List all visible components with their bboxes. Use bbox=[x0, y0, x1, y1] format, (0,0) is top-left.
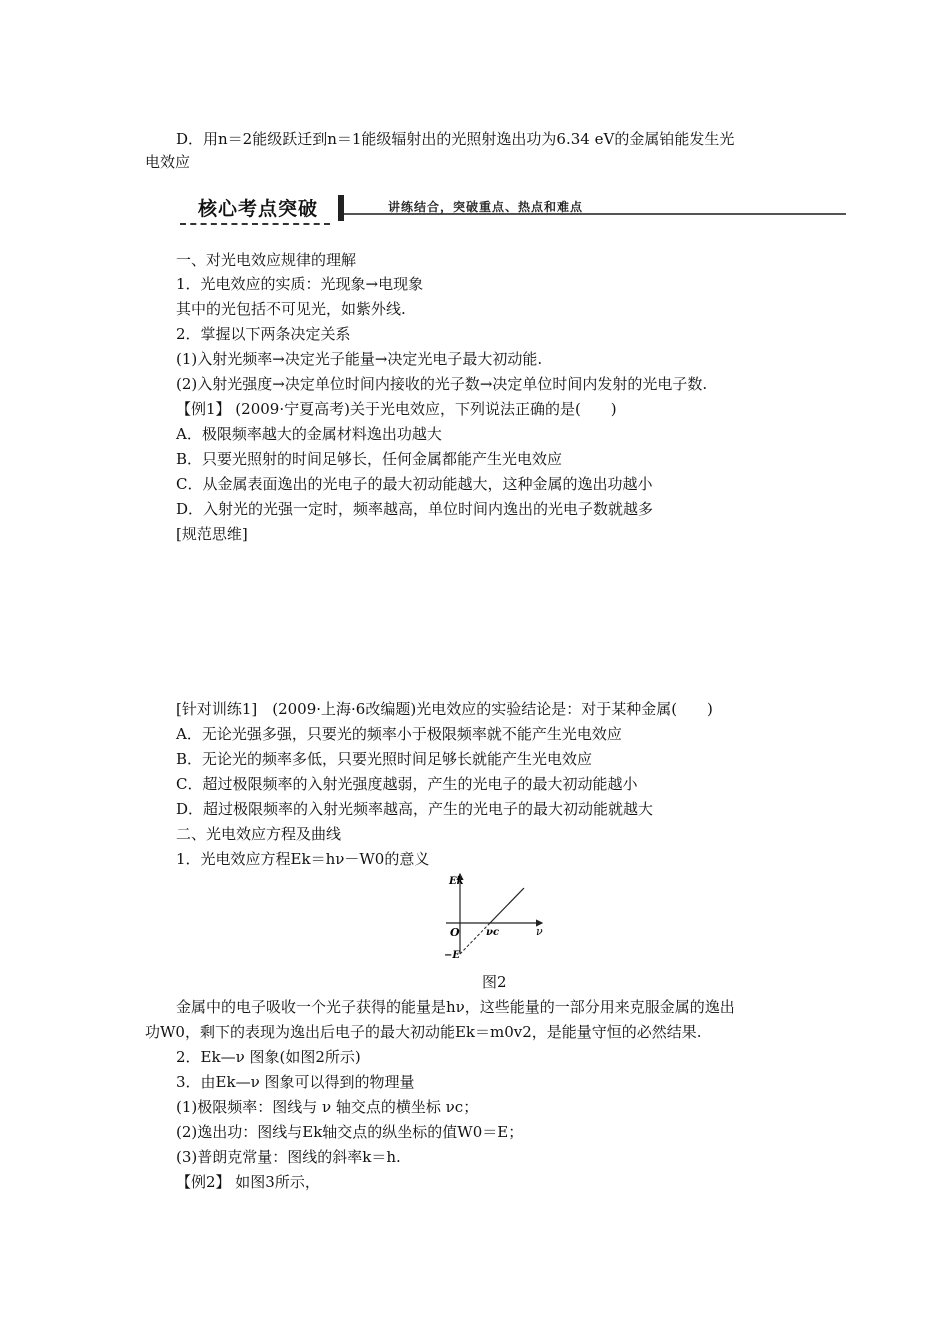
text-line: 功W0，剩下的表现为逸出后电子的最大初动能Ek＝m0v2，是能量守恒的必然结果. bbox=[145, 1023, 702, 1041]
option-line: D．入射光的光强一定时，频率越高，单位时间内逸出的光电子数就越多 bbox=[176, 500, 654, 518]
banner-title: 核心考点突破 bbox=[180, 197, 336, 221]
option-line: C．超过极限频率的入射光强度越弱，产生的光电子的最大初动能越小 bbox=[176, 775, 638, 793]
text-line: 其中的光包括不可见光，如紫外线. bbox=[176, 300, 406, 318]
text-line: (2)入射光强度→决定单位时间内接收的光子数→决定单位时间内发射的光电子数. bbox=[176, 375, 708, 393]
example-heading: 【例2】 如图3所示， bbox=[176, 1173, 320, 1191]
banner-subtitle: 讲练结合，突破重点、热点和难点 bbox=[388, 200, 584, 214]
text-line: D．用n＝2能级跃迁到n＝1能级辐射出的光照射逸出功为6.34 eV的金属铂能发生光 bbox=[176, 130, 735, 148]
option-line: D．超过极限频率的入射光频率越高，产生的光电子的最大初动能就越大 bbox=[176, 800, 654, 818]
option-line: C．从金属表面逸出的光电子的最大初动能越大，这种金属的逸出功越小 bbox=[176, 475, 653, 493]
text-line: 2．Ek—ν 图象(如图2所示) bbox=[176, 1048, 361, 1066]
y-axis-label: Ek bbox=[449, 876, 464, 887]
option-line: B．无论光的频率多低，只要光照时间足够长就能产生光电效应 bbox=[176, 750, 593, 768]
exercise-heading: [针对训练1] (2009·上海·6改编题)光电效应的实验结论是：对于某种金属( ) bbox=[176, 700, 713, 718]
option-line: A．极限频率越大的金属材料逸出功越大 bbox=[176, 425, 442, 443]
text-line: 3．由Ek—ν 图象可以得到的物理量 bbox=[176, 1073, 415, 1091]
banner-divider bbox=[338, 195, 344, 221]
option-line: A．无论光强多强，只要光的频率小于极限频率就不能产生光电效应 bbox=[176, 725, 622, 743]
x-axis-label: ν bbox=[536, 925, 543, 938]
text-line: 1．光电效应的实质：光现象→电现象 bbox=[176, 275, 424, 293]
text-line: (2)逸出功：图线与Ek轴交点的纵坐标的值W0＝E； bbox=[176, 1123, 524, 1141]
text-line: (3)普朗克常量：图线的斜率k＝h. bbox=[176, 1148, 401, 1166]
text-line: 金属中的电子吸收一个光子获得的能量是hν，这些能量的一部分用来克服金属的逸出 bbox=[176, 998, 735, 1016]
text-line: (1)入射光频率→决定光子能量→决定光电子最大初动能. bbox=[176, 350, 543, 368]
option-line: B．只要光照射的时间足够长，任何金属都能产生光电效应 bbox=[176, 450, 563, 468]
text-line: (1)极限频率：图线与 ν 轴交点的横坐标 νc； bbox=[176, 1098, 479, 1116]
example-heading: 【例1】 (2009·宁夏高考)关于光电效应，下列说法正确的是( ) bbox=[176, 400, 617, 418]
section-heading: 二、光电效应方程及曲线 bbox=[176, 825, 342, 843]
text-line: [规范思维] bbox=[176, 525, 248, 543]
graph-line bbox=[490, 888, 524, 923]
intercept-y-label: −E bbox=[444, 950, 461, 961]
origin-label: O bbox=[450, 926, 460, 939]
section-banner bbox=[176, 195, 846, 225]
section-heading: 一、对光电效应规律的理解 bbox=[176, 251, 357, 269]
text-line: 2．掌握以下两条决定关系 bbox=[176, 325, 351, 343]
text-line: 电效应 bbox=[145, 153, 191, 171]
figure-caption: 图2 bbox=[482, 973, 507, 991]
text-line: 1．光电效应方程Ek＝hν－W0的意义 bbox=[176, 850, 430, 868]
intercept-x-label: νc bbox=[486, 927, 500, 938]
ek-v-graph bbox=[440, 868, 550, 968]
